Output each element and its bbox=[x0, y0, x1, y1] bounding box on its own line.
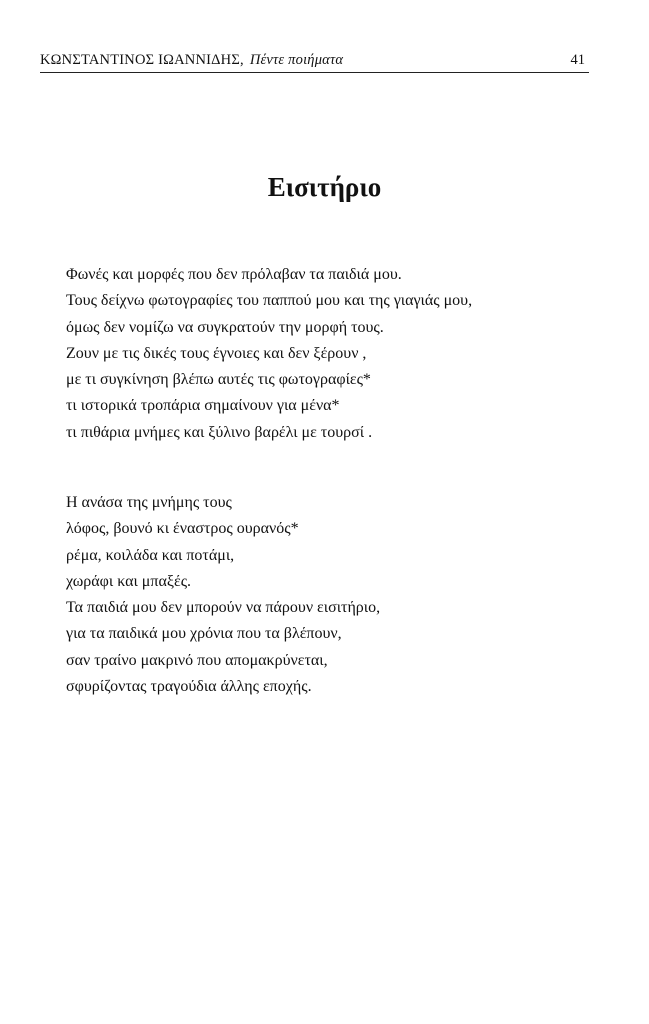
poem-title: Εισιτήριο bbox=[267, 172, 382, 202]
poem-line: σαν τραίνο μακρινό που απομακρύνεται, bbox=[66, 651, 328, 669]
poem-line: όμως δεν νομίζω να συγκρατούν την μορφή τους. bbox=[66, 318, 384, 336]
running-header bbox=[40, 50, 589, 73]
poem-line: Φωνές και μορφές που δεν πρόλαβαν τα παιδιά μου. bbox=[66, 266, 402, 283]
poem-line: για τα παιδικά μου χρόνια που τα βλέπουν, bbox=[66, 625, 342, 643]
poem-line: Ζουν με τις δικές τους έγνοιες και δεν ξέρουν , bbox=[66, 344, 367, 362]
page-number: 41 bbox=[570, 52, 585, 68]
poem-line: Τους δείχνω φωτογραφίες του παππού μου και της γιαγιάς μου, bbox=[66, 292, 473, 310]
poem-line: Τα παιδιά μου δεν μπορούν να πάρουν εισιτήριο, bbox=[66, 599, 381, 617]
stanza-2 bbox=[66, 490, 380, 700]
header-author: ΚΩΝΣΤΑΝΤΙΝΟΣ ΙΩΑΝΝΙΔΗΣ, bbox=[40, 52, 244, 68]
poem-line: με τι συγκίνηση βλέπω αυτές τις φωτογραφίες* bbox=[66, 371, 371, 389]
poem-line: χωράφι και μπαξές. bbox=[66, 572, 192, 590]
header-author-line bbox=[40, 52, 343, 69]
poem-line: τι ιστορικά τροπάρια σημαίνουν για μένα* bbox=[66, 397, 340, 415]
stanza-1 bbox=[66, 262, 472, 446]
poem-line: Η ανάσα της μνήμης τους bbox=[66, 494, 232, 511]
poem-line: σφυρίζοντας τραγούδια άλλης εποχής. bbox=[66, 678, 312, 696]
header-book-title: Πέντε ποιήματα bbox=[249, 52, 344, 68]
poem-line: λόφος, βουνό κι έναστρος ουρανός* bbox=[66, 520, 299, 538]
poem-line: ρέμα, κοιλάδα και ποτάμι, bbox=[66, 546, 235, 564]
poem-line: τι πιθάρια μνήμες και ξύλινο βαρέλι με τουρσί . bbox=[66, 423, 373, 441]
